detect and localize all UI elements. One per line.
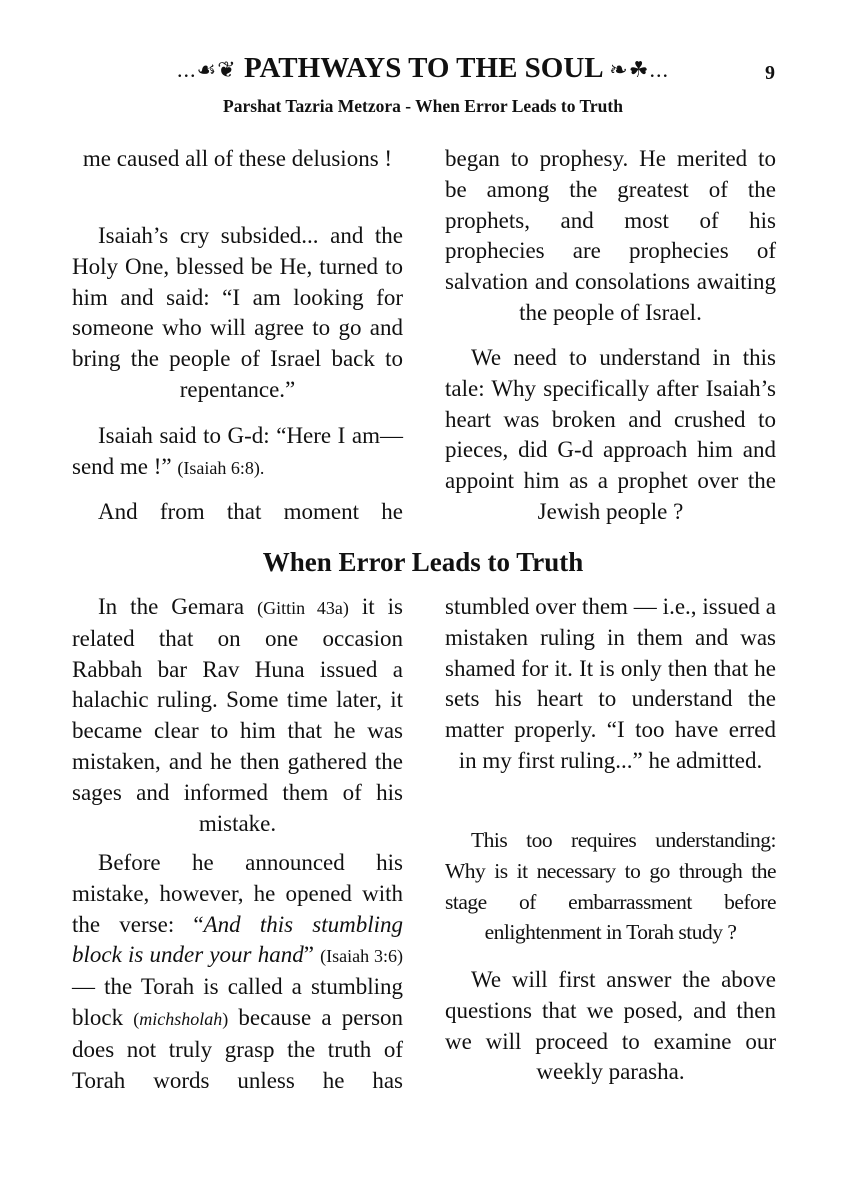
paragraph [72,592,403,839]
book-title: PATHWAYS TO THE SOUL [243,52,603,84]
paragraph-text: it is related that on one occasion Rabbah bar Rav Huna issued a halachic ruling. Some time later, it became clear to him that he was mistaken, and he then gathered the sages and informed them of his mistake. [72,594,403,836]
paragraph-text: In the Gemara [98,594,245,619]
paragraph: me caused all of these delusions ! [82,146,393,171]
ornament-left-icon: ...☙❦ [177,57,237,82]
citation: (Gittin 43a) [257,598,349,618]
hebrew-term: michsholah [139,1008,223,1029]
paragraph-text: — the Torah is called a stumbling block [72,974,403,1030]
paragraph-text: Isaiah said to G-d: “Here I am—send me !” [72,423,403,479]
paragraph: This too requires understanding: Why is it necessary to go through the stage of embarrassment before enlightenment in Torah study ? [445,828,776,945]
paragraph: Isaiah’s cry subsided... and the Holy One, blessed be He, turned to him and said: “I am looking for someone who will agree to go and bring the people of Israel back to repentance.” [72,223,403,402]
paragraph [72,848,403,1096]
paragraph [72,421,403,484]
paragraph: And from that moment he [98,499,403,524]
paragraph: stumbled over them — i.e., issued a mistaken ruling in them and was shamed for it. It is only then that he sets his heart to understand the matter properly. “I too have erred in my first ruling...” he admitted. [445,594,776,773]
page-number: 9 [765,62,775,84]
citation: (Isaiah 3:6) [320,946,404,967]
citation [133,1009,228,1029]
paragraph: began to prophesy. He merited to be among the greatest of the prophets, and most of his prophecies are prophecies of salvation and consolations awaiting the people of Israel. [445,146,776,325]
running-header [0,52,846,85]
verse-quote: And this stumbling block is under your hand [72,911,403,968]
paragraph-text: Before he announced his mistake, however, he opened with the verse: “ [72,850,403,937]
paragraph: We will first answer the above questions that we posed, and then we will proceed to examine our weekly parasha. [445,967,776,1085]
chapter-subtitle: Parshat Tazria Metzora - When Error Leads to Truth [223,96,623,116]
paren: ) [222,1008,229,1029]
paragraph-text: ” [303,942,314,968]
ornament-right-icon: ❧☘... [609,57,669,82]
citation: (Isaiah 6:8). [177,457,265,478]
paragraph: We need to understand in this tale: Why specifically after Isaiah’s heart was broken and crushed to pieces, did G-d approach him and appoint him as a prophet over the Jewish people ? [445,345,776,524]
paren: ( [133,1008,140,1029]
paragraph-text: because a person does not truly grasp the truth of Torah words unless he has [72,1004,404,1093]
section-heading: When Error Leads to Truth [262,547,584,577]
